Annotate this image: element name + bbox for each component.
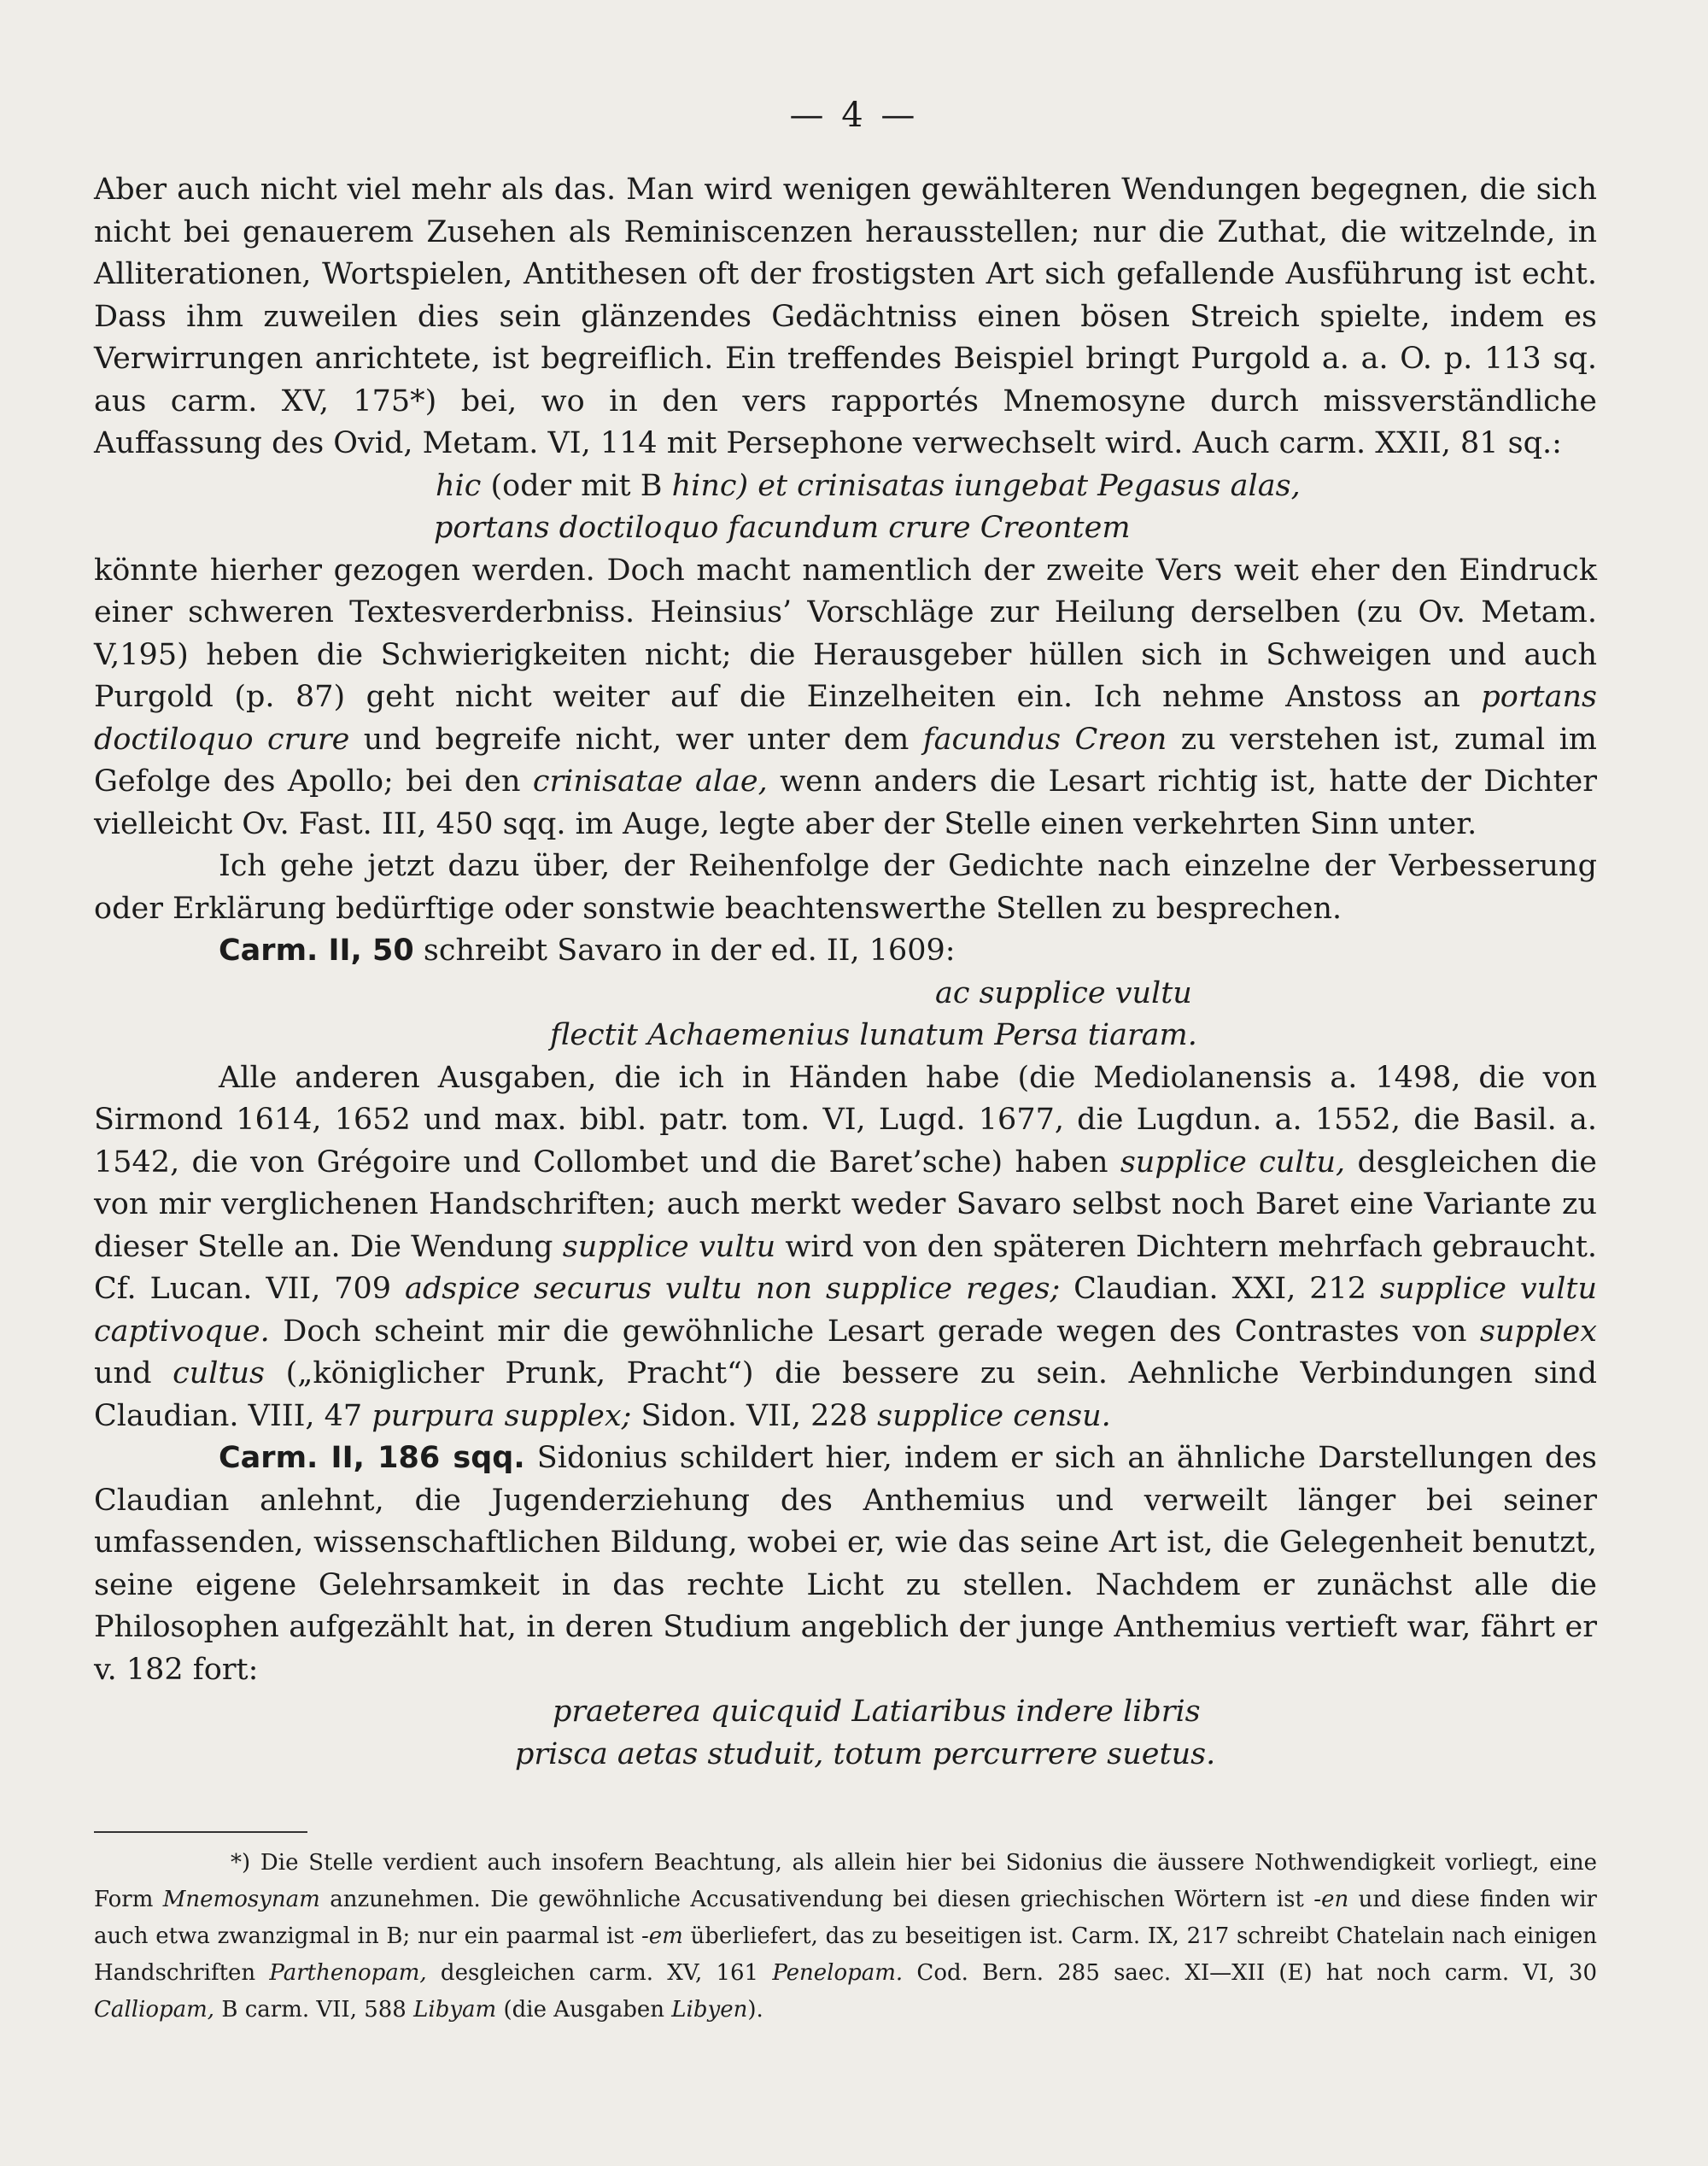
italic-span: supplice cultu,: [1120, 1144, 1346, 1180]
italic-span: crinisatae alae,: [532, 764, 768, 799]
italic-span: Libyen: [671, 1997, 748, 2023]
text-span: und: [94, 1356, 173, 1390]
text-span: Sidon. VII, 228: [631, 1398, 878, 1433]
verse-italic: prisca aetas studuit, totum percurrere suetus.: [515, 1736, 1216, 1771]
italic-span: -em: [640, 1923, 683, 1949]
text-span: schreibt Savaro in der ed. II, 1609:: [413, 934, 956, 968]
text-span: Sidonius schildert hier, indem er sich an ähnliche Darstellungen des Claudian anlehnt, die Jugenderziehung des Anthemius und verweilt länger bei seiner umfassenden, wissenschaftlichen Bildung, wobei er, wie das seine Art ist, die Gelegenheit benutzt, seine eigene Gelehrsamkeit in das rechte Licht zu stellen. Nachdem er zunächst alle die Philosophen aufgezählt hat, in deren Studium angeblich der junge Anthemius vertieft war, fährt er v. 182 fort:: [94, 1441, 1598, 1687]
footnote: [94, 1845, 1597, 2028]
italic-span: Parthenopam,: [269, 1960, 427, 1986]
text-span: Doch scheint mir die gewöhnliche Lesart gerade wegen des Contrastes von: [269, 1314, 1481, 1349]
verse-line-2: [94, 507, 1597, 550]
italic-span: -en: [1313, 1887, 1349, 1912]
section-heading: Carm. II, 50: [219, 934, 414, 968]
italic-span: supplex: [1480, 1314, 1597, 1349]
text-span: Aber auch nicht viel mehr als das. Man wird wenigen gewählteren Wendungen begegnen, die sich nicht bei genauerem Zusehen als Reminiscenzen herausstellen; nur die Zuthat, die witzelnde, in Alliterationen, Wortspielen, Antithesen oft der frostigsten Art sich gefallende Ausführung ist echt. Dass ihm zuweilen dies sein glänzendes Gedächtniss einen bösen Streich spielte, indem es Verwirrungen anrichtete, ist begreiflich. Ein treffendes Beispiel bringt Purgold a. a. O. p. 113 sq. aus carm. XV, 175*) bei, wo in den vers rapportés Mnemosyne durch missverständliche Auffassung des Ovid, Metam. VI, 114 mit Persephone verwechselt wird. Auch carm. XXII, 81 sq.:: [94, 173, 1597, 460]
text-span: B carm. VII, 588: [214, 1997, 414, 2023]
verse-line-1: [94, 465, 1597, 508]
verse-italic: flectit Achaemenius lunatum Persa tiaram.: [550, 1018, 1197, 1052]
italic-span: purpura supplex;: [371, 1398, 632, 1433]
verse-line-5: [94, 1691, 1597, 1734]
text-span: Cod. Bern. 285 saec. XI—XII (E) hat noch carm. VI, 30: [903, 1960, 1597, 1986]
text-span: und begreife nicht, wer unter dem: [349, 722, 923, 757]
verse-line-4: [94, 1015, 1597, 1057]
verse-italic: et crinisatas iungebat Pegasus alas,: [748, 468, 1301, 503]
verse-italic: portans doctiloquo facundum crure Creontem: [434, 511, 1131, 545]
text-span: *) Die Stelle verdient auch insofern Beachtung, als allein hier bei Sidonius die äussere Nothwendigkeit vorliegt, eine Form: [94, 1850, 1597, 1912]
text-span: überliefert, das zu beseitigen ist. Carm. IX, 217 schreibt Chatelain nach einigen Handschriften: [94, 1923, 1598, 1986]
italic-span: supplice vultu captivoque.: [94, 1272, 1597, 1349]
footnote-divider: [94, 1831, 307, 1833]
text-span: anzunehmen. Die gewöhnliche Accusativendung bei diesen griechischen Wörtern ist: [319, 1887, 1314, 1912]
text-span: („königlicher Prunk, Pracht“) die bessere zu sein. Aehnliche Verbindungen sind Claudian. VIII, 47: [94, 1356, 1597, 1433]
italic-span: Mnemosynam: [162, 1887, 320, 1912]
paragraph-2: [94, 550, 1597, 846]
italic-span: Libyam: [413, 1997, 497, 2023]
text-span: wenn anders die Lesart richtig ist, hatte der Dichter vielleicht Ov. Fast. III, 450 sqq. im Auge, legte aber der Stelle einen verkehrten Sinn unter.: [94, 764, 1597, 841]
carm-section-1: [94, 930, 1597, 973]
text-span: und diese finden wir auch etwa zwanzigmal in B; nur ein paarmal ist: [94, 1887, 1597, 1949]
paragraph-4: [94, 1057, 1597, 1438]
text-span: wird von den späteren Dichtern mehrfach gebraucht. Cf. Lucan. VII, 709: [94, 1229, 1598, 1306]
verse-line-6: [94, 1734, 1597, 1777]
italic-span: supplice vultu: [562, 1229, 776, 1264]
paragraph-1: [94, 169, 1597, 465]
italic-span: facundus Creon: [922, 722, 1167, 757]
body-text: [94, 169, 1597, 1776]
paragraph-3: Ich gehe jetzt dazu über, der Reihenfolge der Gedichte nach einzelne der Verbesserung oder Erklärung bedürftige oder sonstwie beachtenswerthe Stellen zu besprechen.: [94, 849, 1597, 926]
text-span: könnte hierher gezogen werden. Doch macht namentlich der zweite Vers weit eher den Eindruck einer schweren Textesverderbniss. Heinsius’ Vorschläge zur Heilung derselben (zu Ov. Metam. V,195) heben die Schwierigkeiten nicht; die Herausgeber hüllen sich in Schweigen und auch Purgold (p. 87) geht nicht weiter auf die Einzelheiten ein. Ich nehme Anstoss an: [94, 553, 1597, 714]
verse-italic: hic: [436, 468, 482, 503]
text-span: ).: [747, 1997, 763, 2023]
italic-span: cultus: [173, 1356, 265, 1390]
italic-span: adspice securus vultu non supplice reges;: [404, 1272, 1061, 1306]
text-span: desgleichen die von mir verglichenen Handschriften; auch merkt weder Savaro selbst noch Baret eine Variante zu dieser Stelle an. Die Wendung: [94, 1144, 1597, 1264]
text-span: Claudian. XXI, 212: [1060, 1272, 1380, 1306]
page-number: — 4 —: [789, 96, 919, 135]
section-heading: Carm. II, 186 sqq.: [219, 1441, 525, 1475]
italic-span: Calliopam,: [94, 1997, 215, 2023]
italic-span: Penelopam.: [772, 1960, 904, 1986]
italic-span: supplice censu.: [877, 1398, 1111, 1433]
verse-roman: (oder mit B: [481, 468, 672, 503]
footnote-text: [94, 1845, 1597, 2028]
verse-line-3: [94, 973, 1597, 1016]
verse-italic: praeterea quicquid Latiaribus indere libris: [553, 1695, 1201, 1729]
text-span: zu verstehen ist, zumal im Gefolge des Apollo; bei den: [94, 722, 1597, 799]
text-span: (die Ausgaben: [496, 1997, 672, 2023]
verse-italic: ac supplice vultu: [935, 975, 1192, 1010]
italic-span: portans doctiloquo crure: [94, 680, 1597, 757]
carm-section-2: [94, 1437, 1597, 1691]
text-span: Alle anderen Ausgaben, die ich in Händen habe (die Mediolanensis a. 1498, die von Sirmond 1614, 1652 und max. bibl. patr. tom. VI, Lugd. 1677, die Lugdun. a. 1552, die Basil. a. 1542, die von Grégoire und Collombet und die Baret’sche) haben: [94, 1060, 1597, 1180]
verse-italic: hinc): [671, 468, 749, 503]
text-span: desgleichen carm. XV, 161: [426, 1960, 773, 1986]
